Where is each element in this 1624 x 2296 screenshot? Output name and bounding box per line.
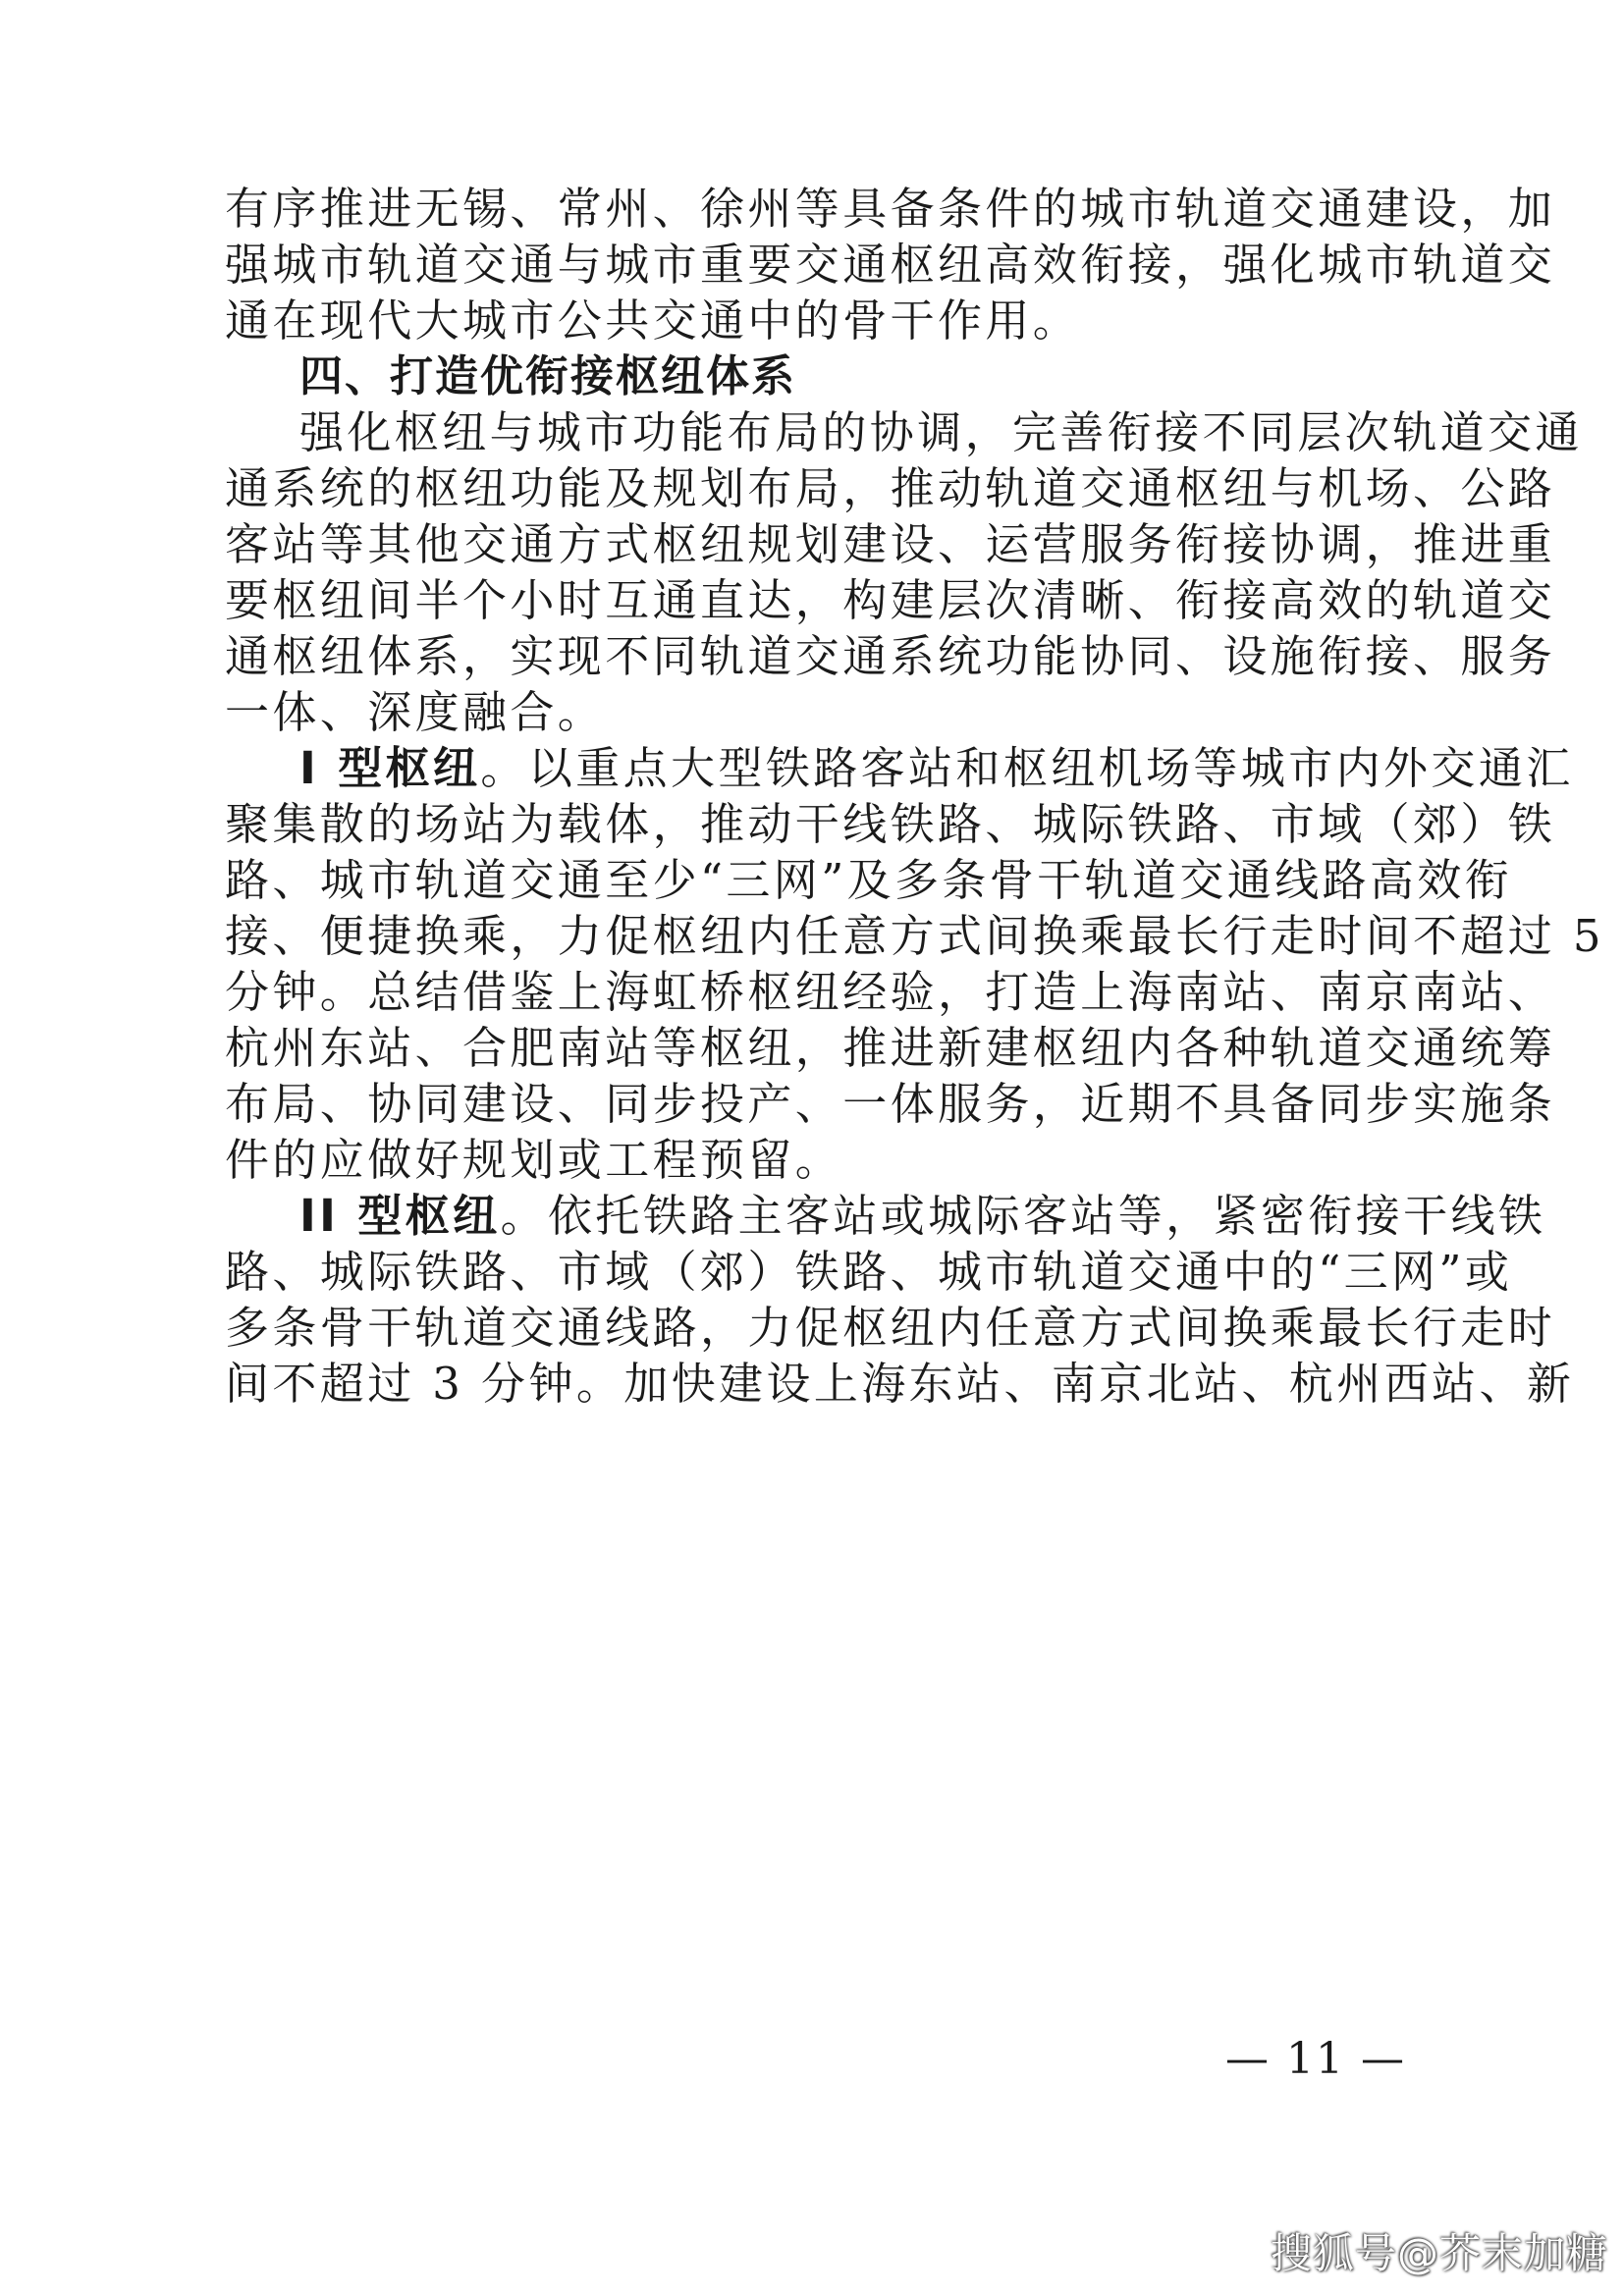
type2-label: II 型枢纽 — [299, 1190, 501, 1242]
body-line: 强化枢纽与城市功能布局的协调，完善衔接不同层次轨道交通 — [299, 406, 1583, 458]
type1-first-rest: 。以重点大型铁路客站和枢纽机场等城市内外交通汇 — [480, 742, 1574, 794]
body-line: 通在现代大城市公共交通中的骨干作用。 — [225, 294, 1081, 347]
body-line: 间不超过 3 分钟。加快建设上海东站、南京北站、杭州西站、新 — [225, 1358, 1575, 1410]
type1-label: I 型枢纽 — [299, 742, 481, 794]
type2-first-line — [299, 1187, 1546, 1246]
body-line: 强城市轨道交通与城市重要交通枢纽高效衔接，强化城市轨道交 — [225, 239, 1556, 291]
body-line: 接、便捷换乘，力促枢纽内任意方式间换乘最长行走时间不超过 5 — [225, 910, 1604, 962]
body-line: 多条骨干轨道交通线路，力促枢纽内任意方式间换乘最长行走时 — [225, 1302, 1556, 1354]
page-number: — 11 — — [1225, 2034, 1406, 2084]
section-heading: 四、打造优衔接枢纽体系 — [299, 351, 796, 401]
body-line: 通枢纽体系，实现不同轨道交通系统功能协同、设施衔接、服务 — [225, 630, 1556, 682]
body-line: 布局、协同建设、同步投产、一体服务，近期不具备同步实施条 — [225, 1078, 1556, 1130]
body-line: 分钟。总结借鉴上海虹桥枢纽经验，打造上海南站、南京南站、 — [225, 966, 1556, 1018]
body-line: 件的应做好规划或工程预留。 — [225, 1134, 843, 1186]
body-line: 客站等其他交通方式枢纽规划建设、运营服务衔接协调，推进重 — [225, 518, 1556, 570]
body-line: 一体、深度融合。 — [225, 686, 606, 738]
body-line: 路、城市轨道交通至少“三网”及多条骨干轨道交通线路高效衔 — [225, 854, 1513, 906]
watermark-text: 搜狐号@芥末加糖 — [1270, 2229, 1608, 2277]
body-line: 要枢纽间半个小时互通直达，构建层次清晰、衔接高效的轨道交 — [225, 574, 1556, 626]
type2-first-rest: 。依托铁路主客站或城际客站等，紧密衔接干线铁 — [500, 1190, 1546, 1242]
type1-first-line — [299, 739, 1574, 798]
body-line: 有序推进无锡、常州、徐州等具备条件的城市轨道交通建设，加 — [225, 183, 1556, 235]
body-line: 通系统的枢纽功能及规划布局，推动轨道交通枢纽与机场、公路 — [225, 462, 1556, 514]
body-line: 聚集散的场站为载体，推动干线铁路、城际铁路、市域（郊）铁 — [225, 798, 1556, 850]
body-line: 路、城际铁路、市域（郊）铁路、城市轨道交通中的“三网”或 — [225, 1246, 1513, 1298]
body-line: 杭州东站、合肥南站等枢纽，推进新建枢纽内各种轨道交通统筹 — [225, 1022, 1556, 1074]
